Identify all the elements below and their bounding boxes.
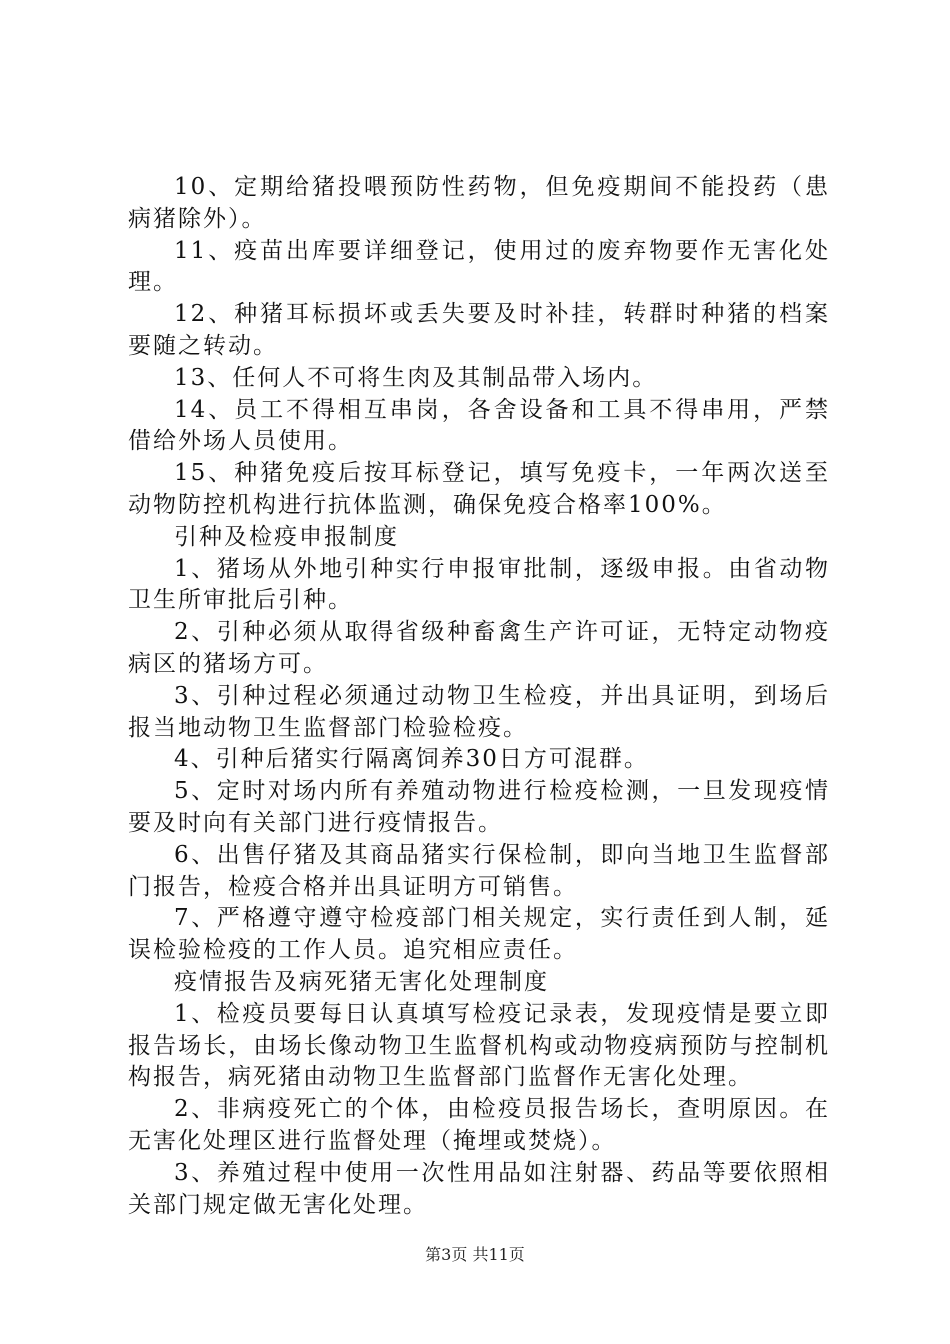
paragraph-item-4: 4、引种后猪实行隔离饲养30日方可混群。 [174,746,649,773]
paragraph-item-15: 15、种猪免疫后按耳标登记，填写免疫卡，一年两次送至动物防控机构进行抗体监测，确保免疫合格率100%。 [128,460,830,518]
paragraph-item-1: 1、猪场从外地引种实行申报审批制，逐级申报。由省动物卫生所审批后引种。 [128,555,830,614]
paragraph-item-14: 14、员工不得相互串岗，各舍设备和工具不得串用，严禁借给外场人员使用。 [128,396,830,455]
paragraph-item-6: 6、出售仔猪及其商品猪实行保检制，即向当地卫生监督部门报告，检疫合格并出具证明方可销售。 [128,841,830,900]
page-number-footer: 第3页 共11页 [425,1245,525,1264]
paragraph-item-10: 10、定期给猪投喂预防性药物，但免疫期间不能投药（患病猪除外）。 [128,174,830,232]
document-body [128,172,830,1221]
paragraph-item-5: 5、定时对场内所有养殖动物进行检疫检测，一旦发现疫情要及时向有关部门进行疫情报告。 [128,778,830,836]
paragraph-item-11: 11、疫苗出库要详细登记，使用过的废弃物要作无害化处理。 [128,237,830,296]
section-heading-introduction-quarantine: 引种及检疫申报制度 [174,523,399,550]
paragraph-item-3: 3、引种过程必须通过动物卫生检疫，并出具证明，到场后报当地动物卫生监督部门检验检疫。 [128,682,830,741]
paragraph-item-2: 2、引种必须从取得省级种畜禽生产许可证，无特定动物疫病区的猪场方可。 [128,619,830,677]
paragraph-item-3b: 3、养殖过程中使用一次性用品如注射器、药品等要依照相关部门规定做无害化处理。 [128,1159,830,1218]
paragraph-item-2b: 2、非病疫死亡的个体，由检疫员报告场长，查明原因。在无害化处理区进行监督处理（掩埋或焚烧）。 [128,1096,830,1154]
paragraph-item-13: 13、任何人不可将生肉及其制品带入场内。 [174,364,658,391]
section-heading-epidemic-report: 疫情报告及病死猪无害化处理制度 [174,968,549,995]
paragraph-item-7: 7、严格遵守遵守检疫部门相关规定，实行责任到人制，延误检验检疫的工作人员。追究相应责任。 [128,905,830,964]
paragraph-item-1b: 1、检疫员要每日认真填写检疫记录表，发现疫情是要立即报告场长，由场长像动物卫生监督机构或动物疫病预防与控制机构报告，病死猪由动物卫生监督部门监督作无害化处理。 [128,1000,830,1091]
paragraph-item-12: 12、种猪耳标损坏或丢失要及时补挂，转群时种猪的档案要随之转动。 [128,301,830,359]
